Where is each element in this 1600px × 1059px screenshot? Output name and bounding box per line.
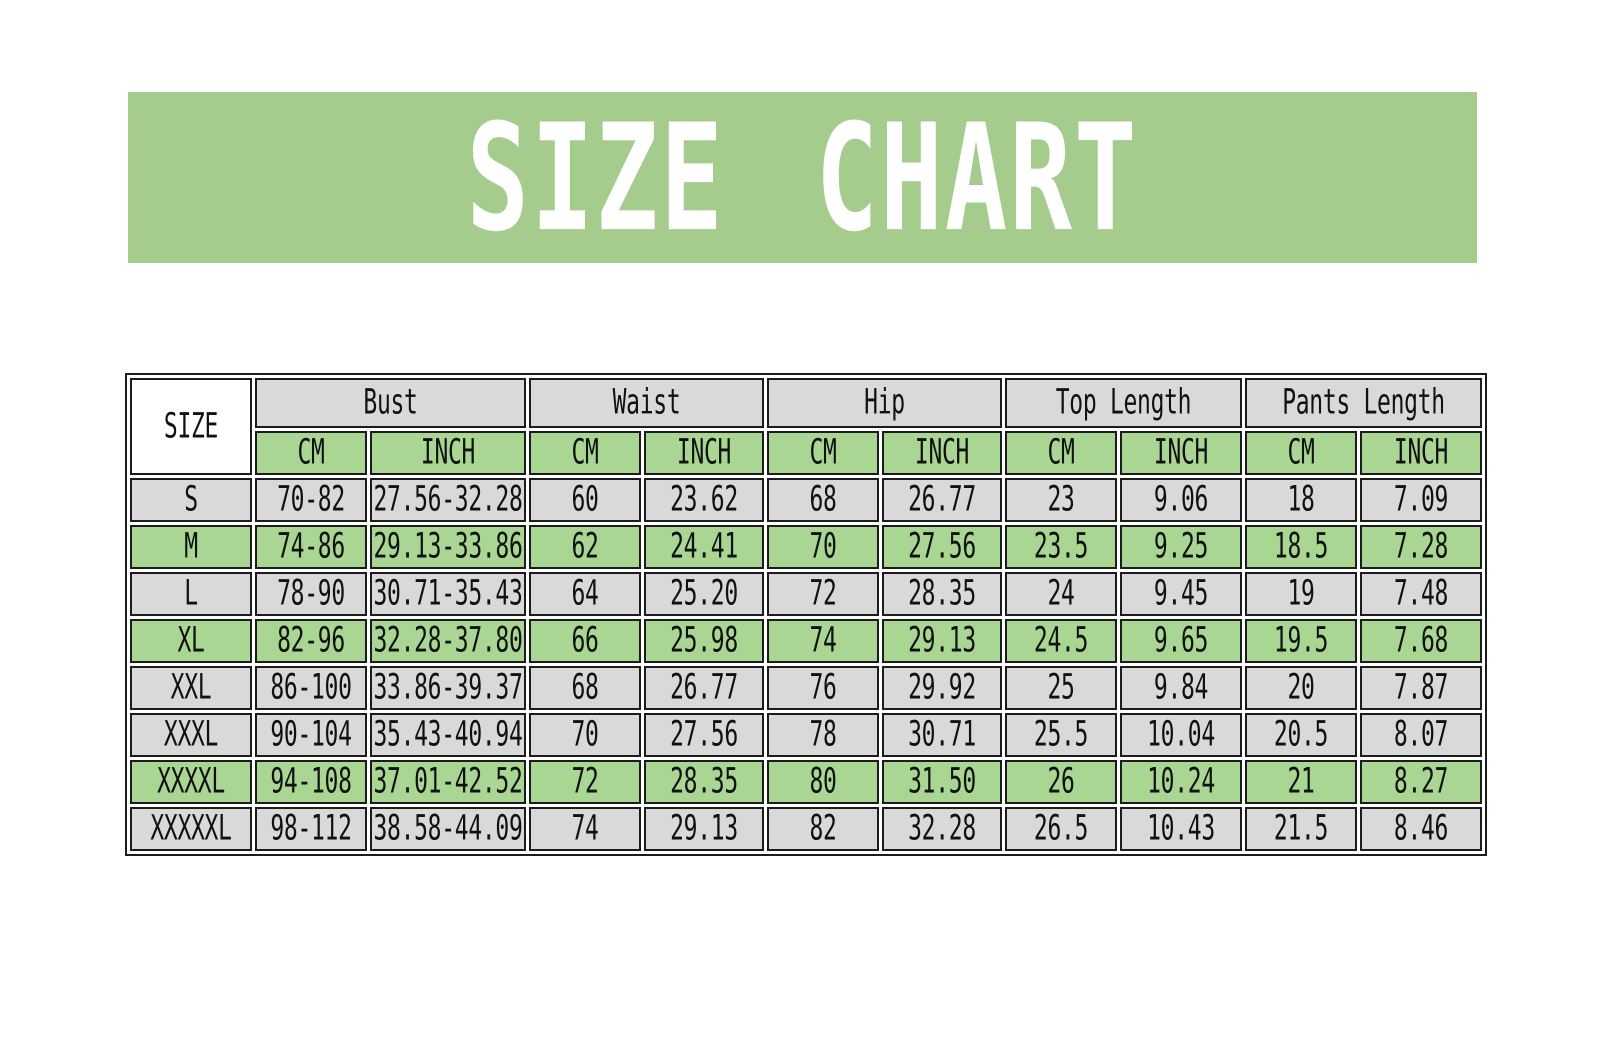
size-label-cell: XXXL [130, 713, 252, 757]
table-group-header-row [130, 378, 1482, 428]
table-row-s [130, 478, 1482, 522]
value-cell: 32.28-37.80 [370, 619, 526, 663]
value-cell: 23.5 [1005, 525, 1117, 569]
value-cell: 74-86 [255, 525, 367, 569]
value-cell: 25 [1005, 666, 1117, 710]
value-cell: 28.35 [644, 760, 764, 804]
group-header-pants-length: Pants Length [1245, 378, 1482, 428]
value-cell: 70 [767, 525, 879, 569]
table-row-m [130, 525, 1482, 569]
unit-header-pants-length-inch: INCH [1360, 431, 1482, 475]
size-label-cell: XXXXL [130, 760, 252, 804]
unit-header-pants-length-cm: CM [1245, 431, 1357, 475]
group-header-top-length: Top Length [1005, 378, 1242, 428]
value-cell: 30.71 [882, 713, 1002, 757]
value-cell: 78-90 [255, 572, 367, 616]
value-cell: 62 [529, 525, 641, 569]
value-cell: 7.68 [1360, 619, 1482, 663]
size-label-cell: XXL [130, 666, 252, 710]
value-cell: 7.28 [1360, 525, 1482, 569]
size-label-cell: M [130, 525, 252, 569]
value-cell: 80 [767, 760, 879, 804]
value-cell: 30.71-35.43 [370, 572, 526, 616]
value-cell: 23 [1005, 478, 1117, 522]
value-cell: 20 [1245, 666, 1357, 710]
value-cell: 26.77 [882, 478, 1002, 522]
table-row-xxl [130, 666, 1482, 710]
unit-header-bust-cm: CM [255, 431, 367, 475]
size-chart-banner [128, 92, 1477, 263]
table-row-xxxxxl [130, 807, 1482, 851]
value-cell: 27.56-32.28 [370, 478, 526, 522]
value-cell: 8.07 [1360, 713, 1482, 757]
value-cell: 26 [1005, 760, 1117, 804]
value-cell: 28.35 [882, 572, 1002, 616]
value-cell: 86-100 [255, 666, 367, 710]
group-header-bust: Bust [255, 378, 526, 428]
size-label-cell: XXXXXL [130, 807, 252, 851]
table-row-xxxxl [130, 760, 1482, 804]
value-cell: 24.41 [644, 525, 764, 569]
value-cell: 68 [529, 666, 641, 710]
value-cell: 64 [529, 572, 641, 616]
unit-header-hip-cm: CM [767, 431, 879, 475]
value-cell: 90-104 [255, 713, 367, 757]
value-cell: 9.65 [1120, 619, 1242, 663]
value-cell: 8.46 [1360, 807, 1482, 851]
value-cell: 19 [1245, 572, 1357, 616]
value-cell: 32.28 [882, 807, 1002, 851]
value-cell: 68 [767, 478, 879, 522]
group-header-hip: Hip [767, 378, 1002, 428]
unit-header-waist-cm: CM [529, 431, 641, 475]
value-cell: 33.86-39.37 [370, 666, 526, 710]
value-cell: 72 [767, 572, 879, 616]
value-cell: 72 [529, 760, 641, 804]
unit-header-top-length-inch: INCH [1120, 431, 1242, 475]
value-cell: 66 [529, 619, 641, 663]
value-cell: 94-108 [255, 760, 367, 804]
value-cell: 9.25 [1120, 525, 1242, 569]
table-unit-header-row [130, 431, 1482, 475]
value-cell: 8.27 [1360, 760, 1482, 804]
value-cell: 7.48 [1360, 572, 1482, 616]
value-cell: 7.09 [1360, 478, 1482, 522]
group-header-waist: Waist [529, 378, 764, 428]
unit-header-hip-inch: INCH [882, 431, 1002, 475]
value-cell: 10.04 [1120, 713, 1242, 757]
value-cell: 98-112 [255, 807, 367, 851]
value-cell: 29.92 [882, 666, 1002, 710]
value-cell: 74 [767, 619, 879, 663]
value-cell: 29.13-33.86 [370, 525, 526, 569]
table-row-l [130, 572, 1482, 616]
value-cell: 27.56 [644, 713, 764, 757]
value-cell: 26.5 [1005, 807, 1117, 851]
value-cell: 82 [767, 807, 879, 851]
size-table [125, 373, 1487, 856]
size-label-cell: S [130, 478, 252, 522]
value-cell: 70 [529, 713, 641, 757]
value-cell: 26.77 [644, 666, 764, 710]
value-cell: 78 [767, 713, 879, 757]
value-cell: 29.13 [882, 619, 1002, 663]
value-cell: 18.5 [1245, 525, 1357, 569]
size-label-cell: XL [130, 619, 252, 663]
value-cell: 10.43 [1120, 807, 1242, 851]
table-row-xxxl [130, 713, 1482, 757]
value-cell: 74 [529, 807, 641, 851]
value-cell: 76 [767, 666, 879, 710]
table-row-xl [130, 619, 1482, 663]
value-cell: 10.24 [1120, 760, 1242, 804]
value-cell: 38.58-44.09 [370, 807, 526, 851]
value-cell: 82-96 [255, 619, 367, 663]
value-cell: 25.5 [1005, 713, 1117, 757]
value-cell: 31.50 [882, 760, 1002, 804]
value-cell: 9.84 [1120, 666, 1242, 710]
size-label-cell: L [130, 572, 252, 616]
value-cell: 25.98 [644, 619, 764, 663]
value-cell: 37.01-42.52 [370, 760, 526, 804]
value-cell: 21 [1245, 760, 1357, 804]
value-cell: 9.06 [1120, 478, 1242, 522]
value-cell: 19.5 [1245, 619, 1357, 663]
value-cell: 21.5 [1245, 807, 1357, 851]
value-cell: 29.13 [644, 807, 764, 851]
value-cell: 23.62 [644, 478, 764, 522]
value-cell: 70-82 [255, 478, 367, 522]
value-cell: 27.56 [882, 525, 1002, 569]
unit-header-bust-inch: INCH [370, 431, 526, 475]
value-cell: 60 [529, 478, 641, 522]
page-title: SIZE CHART [466, 90, 1139, 265]
size-corner-header: SIZE [130, 378, 252, 475]
value-cell: 24.5 [1005, 619, 1117, 663]
unit-header-top-length-cm: CM [1005, 431, 1117, 475]
value-cell: 9.45 [1120, 572, 1242, 616]
value-cell: 35.43-40.94 [370, 713, 526, 757]
value-cell: 25.20 [644, 572, 764, 616]
size-table-body [130, 478, 1482, 851]
unit-header-waist-inch: INCH [644, 431, 764, 475]
value-cell: 24 [1005, 572, 1117, 616]
value-cell: 20.5 [1245, 713, 1357, 757]
value-cell: 18 [1245, 478, 1357, 522]
value-cell: 7.87 [1360, 666, 1482, 710]
